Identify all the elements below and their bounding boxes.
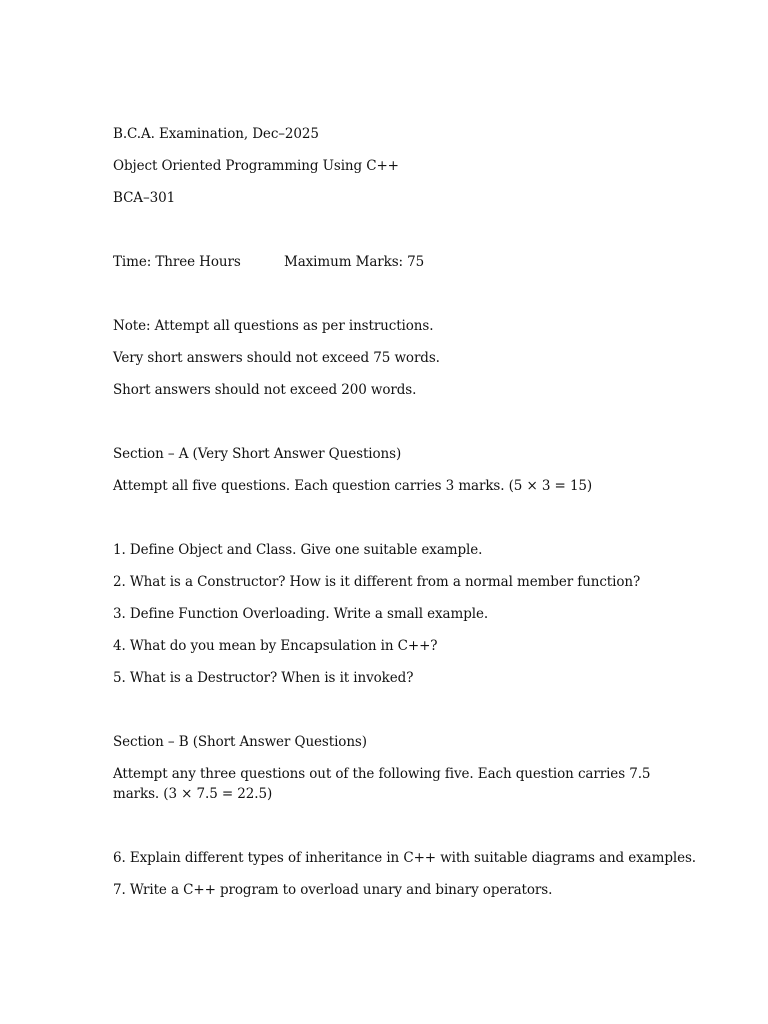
question-item: 5. What is a Destructor? When is it invoked? <box>113 670 414 686</box>
section-b-instruction: Attempt any three questions out of the following five. Each question carries 7.5 marks. (3 × 7.5 = 22.5) <box>113 766 651 802</box>
note-line: Short answers should not exceed 200 words. <box>113 382 417 398</box>
question-item: 4. What do you mean by Encapsulation in C++? <box>113 638 438 654</box>
section-b-title: Section – B (Short Answer Questions) <box>113 734 367 750</box>
question-item: 1. Define Object and Class. Give one suitable example. <box>113 542 483 558</box>
section-a-title: Section – A (Very Short Answer Questions) <box>113 446 402 462</box>
question-item: 3. Define Function Overloading. Write a small example. <box>113 606 489 622</box>
question-item: 6. Explain different types of inheritance in C++ with suitable diagrams and examples. <box>113 850 696 866</box>
question-item: 2. What is a Constructor? How is it different from a normal member function? <box>113 574 641 590</box>
exam-meta <box>113 252 513 272</box>
time-label: Time: Three Hours <box>113 254 241 270</box>
note-line: Note: Attempt all questions as per instructions. <box>113 318 434 334</box>
question-item: 7. Write a C++ program to overload unary and binary operators. <box>113 882 553 898</box>
note-line: Very short answers should not exceed 75 words. <box>113 350 440 366</box>
course-code: BCA–301 <box>113 190 176 206</box>
exam-title: B.C.A. Examination, Dec–2025 <box>113 126 319 142</box>
section-a-instruction: Attempt all five questions. Each question carries 3 marks. (5 × 3 = 15) <box>113 478 593 494</box>
subject-title: Object Oriented Programming Using C++ <box>113 158 399 174</box>
max-marks-label: Maximum Marks: 75 <box>284 254 425 270</box>
